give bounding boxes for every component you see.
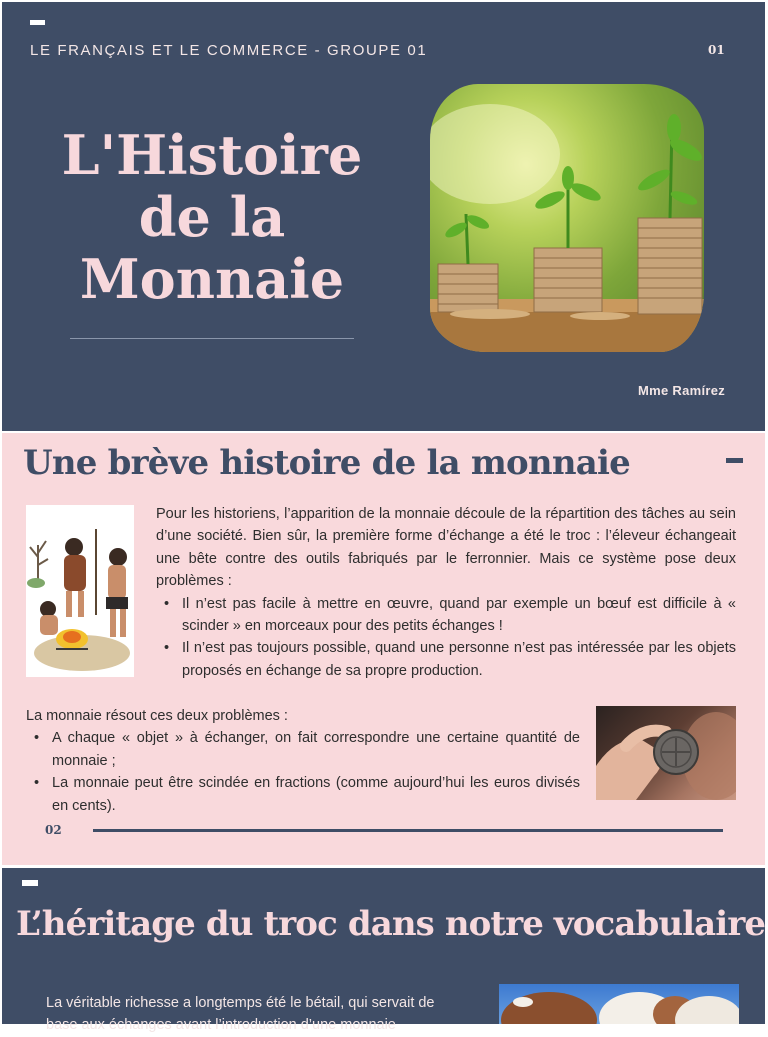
hand-coin-drawing <box>596 706 736 800</box>
vocabulary-paragraph: La véritable richesse a longtemps été le bétail, qui servait de base aux échanges avant l’introduction d’une monnaie <box>46 995 435 1034</box>
problem-item: • Il n’est pas toujours possible, quand une personne n’est pas intéressée par les objets proposés en échange de sa propre production. <box>156 637 736 682</box>
solution-item: • A chaque « objet » à échanger, on fait correspondre une certaine quantité de monnaie ; <box>26 727 580 772</box>
cattle-photo <box>499 984 739 1024</box>
section-dash-decoration <box>22 880 38 886</box>
solutions-list <box>26 727 580 817</box>
solution-intro: La monnaie résout ces deux problèmes : <box>26 708 288 724</box>
solution-block <box>26 705 580 817</box>
group-label: LE FRANÇAIS ET LE COMMERCE - GROUPE 01 <box>30 42 428 59</box>
cover-dash-decoration <box>30 20 45 25</box>
problem-item: • Il n’est pas facile à mettre en œuvre, quand par exemple un bœuf est difficile à « scinder » en morceaux pour des petits échanges ! <box>156 593 736 638</box>
title-divider <box>70 338 354 339</box>
page-number: 01 <box>708 43 725 57</box>
problems-list <box>156 593 736 683</box>
history-section <box>2 433 765 865</box>
caveman-drawing <box>26 505 134 677</box>
cattle-drawing <box>499 984 739 1024</box>
author-name: Mme Ramírez <box>638 383 726 398</box>
section-title: L’héritage du troc dans notre vocabulaire <box>16 904 766 944</box>
caveman-illustration <box>26 505 134 677</box>
main-title-line: L'Histoire <box>61 123 363 187</box>
section-footer-divider <box>93 829 723 832</box>
intro-block <box>156 503 736 682</box>
section-title: Une brève histoire de la monnaie <box>23 443 630 483</box>
main-title-line: Monnaie <box>79 247 345 311</box>
coin-plants-image <box>430 84 704 352</box>
section-dash-decoration <box>726 458 743 463</box>
solution-item: • La monnaie peut être scindée en fractions (comme aujourd’hui les euros divisés en cents). <box>26 772 580 817</box>
hand-coin-photo <box>596 706 736 800</box>
cover-section <box>2 2 765 431</box>
page-number: 02 <box>45 823 62 837</box>
main-title-line: de la <box>138 185 286 249</box>
main-title <box>42 124 382 310</box>
coin-plants-illustration <box>430 84 704 352</box>
vocabulary-section <box>2 868 766 1034</box>
intro-paragraph: Pour les historiens, l’apparition de la monnaie découle de la répartition des tâches au sein d’une société. Bien sûr, la première forme d’échange a été le troc : l’éleveur échangeait une bête contre des outils fabriqués par le ferronnier. Mais ce système pose deux problèmes : <box>156 506 736 590</box>
